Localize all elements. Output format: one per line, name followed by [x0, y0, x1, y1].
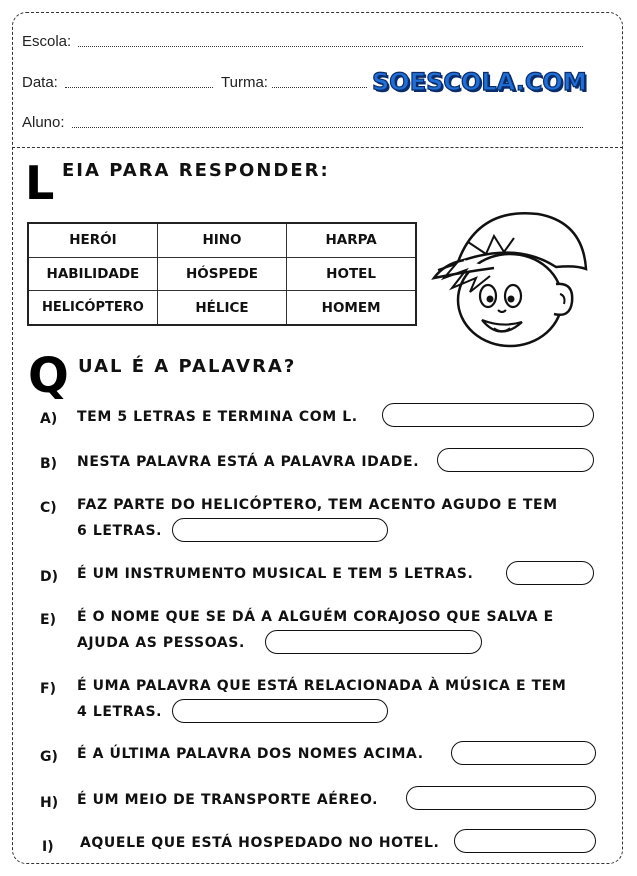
question-text: AQUELE QUE ESTÁ HOSPEDADO NO HOTEL.: [80, 835, 440, 851]
data-field[interactable]: [65, 87, 213, 88]
aluno-field[interactable]: [72, 127, 583, 128]
table-row: [28, 257, 416, 290]
question-letter: I): [42, 839, 54, 855]
question-text-line2: AJUDA AS PESSOAS.: [77, 635, 245, 651]
answer-box-f[interactable]: [172, 699, 388, 723]
question-letter: G): [40, 749, 58, 765]
soescola-logo: SOESCOLA.COM: [372, 68, 587, 96]
worksheet-border: [12, 12, 623, 864]
answer-box-h[interactable]: [406, 786, 596, 810]
word-cell: HÓSPEDE: [157, 257, 286, 290]
answer-box-b[interactable]: [437, 448, 594, 472]
word-cell: HOTEL: [287, 257, 416, 290]
escola-field[interactable]: [78, 46, 583, 47]
word-cell: HABILIDADE: [28, 257, 157, 290]
aluno-label: Aluno:: [22, 114, 65, 131]
question-letter: B): [40, 456, 58, 472]
turma-field[interactable]: [272, 87, 367, 88]
word-cell: HERÓI: [28, 223, 157, 257]
question-letter: A): [40, 411, 58, 427]
turma-label: Turma:: [221, 74, 268, 91]
question-text: NESTA PALAVRA ESTÁ A PALAVRA IDADE.: [77, 454, 420, 470]
question-letter: E): [40, 612, 56, 628]
question-text-line2: 4 LETRAS.: [77, 704, 163, 720]
question-letter: H): [40, 795, 59, 811]
answer-box-e[interactable]: [265, 630, 482, 654]
question-text: É A ÚLTIMA PALAVRA DOS NOMES ACIMA.: [77, 746, 424, 762]
question-text-line2: 6 LETRAS.: [77, 523, 163, 539]
word-cell: HÉLICE: [157, 291, 286, 325]
word-cell: HARPA: [287, 223, 416, 257]
question-text: TEM 5 LETRAS E TERMINA COM L.: [77, 409, 358, 425]
word-cell: HINO: [157, 223, 286, 257]
word-cell: HOMEM: [287, 291, 416, 325]
answer-box-i[interactable]: [454, 829, 596, 853]
word-cell: HELICÓPTERO: [28, 291, 157, 325]
question-letter: D): [40, 569, 59, 585]
answer-box-g[interactable]: [451, 741, 596, 765]
question-text: É UMA PALAVRA QUE ESTÁ RELACIONADA À MÚSICA E TEM: [77, 678, 567, 694]
escola-label: Escola:: [22, 33, 72, 50]
cartoon-boy-illustration: [428, 202, 598, 352]
question-text: FAZ PARTE DO HELICÓPTERO, TEM ACENTO AGUDO E TEM: [77, 497, 558, 513]
word-table: [27, 222, 417, 326]
question-text: É UM MEIO DE TRANSPORTE AÉREO.: [77, 792, 379, 808]
big-letter-l: L: [25, 156, 55, 210]
table-row: [28, 223, 416, 257]
answer-box-c[interactable]: [172, 518, 388, 542]
question-letter: F): [40, 681, 56, 697]
question-text: É O NOME QUE SE DÁ A ALGUÉM CORAJOSO QUE SALVA E: [77, 609, 554, 625]
answer-box-a[interactable]: [382, 403, 594, 427]
section1-title: EIA PARA RESPONDER:: [62, 160, 330, 181]
big-letter-q: Q: [28, 348, 69, 404]
answer-box-d[interactable]: [506, 561, 594, 585]
table-row: [28, 291, 416, 325]
question-letter: C): [40, 500, 57, 516]
data-label: Data:: [22, 74, 58, 91]
question-text: É UM INSTRUMENTO MUSICAL E TEM 5 LETRAS.: [77, 566, 474, 582]
section2-title: UAL É A PALAVRA?: [78, 356, 297, 377]
header-separator: [12, 147, 623, 148]
